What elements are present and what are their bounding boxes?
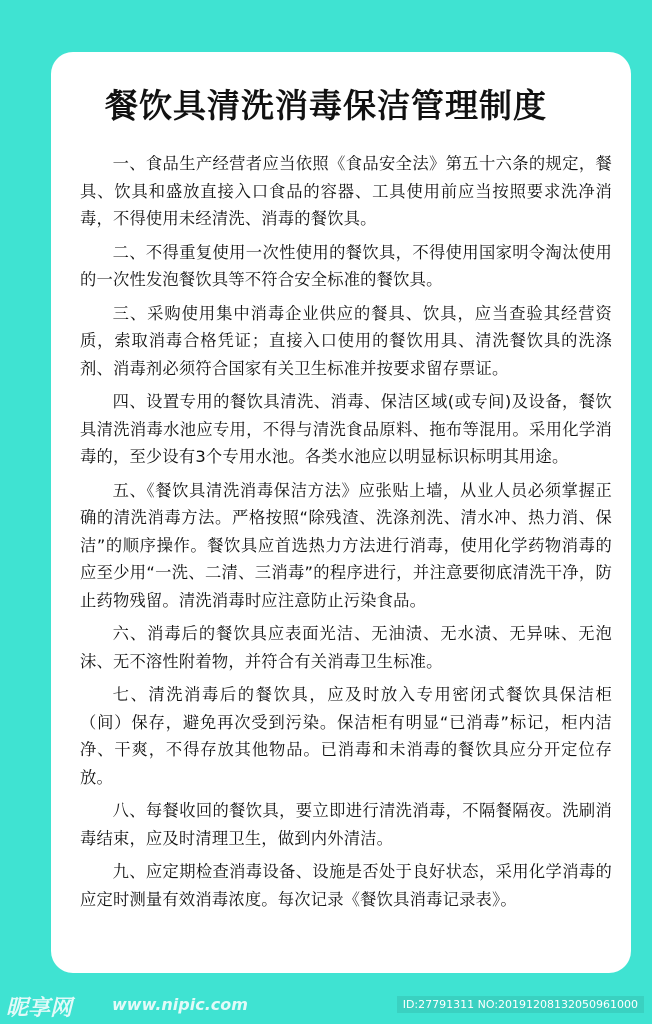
paragraph-2: 二、不得重复使用一次性使用的餐饮具，不得使用国家明令淘汰使用的一次性发泡餐饮具等不符合安全标准的餐饮具。 [80,242,612,289]
paragraph-9: 九、应定期检查消毒设备、设施是否处于良好状态，采用化学消毒的应定时测量有效消毒浓度。每次记录《餐饮具消毒记录表》。 [80,862,612,909]
watermark-id: ID:27791311 NO:20191208132050961000 [397,996,644,1013]
watermark-logo: 昵享网 [6,996,73,1021]
paragraph-4: 四、设置专用的餐饮具清洗、消毒、保洁区域(或专间)及设备，餐饮具清洗消毒水池应专用，不得与清洗食品原料、拖布等混用。采用化学消毒的，至少设有3个专用水池。各类水池应以明显标识标明其用途。 [80,392,612,466]
paragraph-1: 一、食品生产经营者应当依照《食品安全法》第五十六条的规定，餐具、饮具和盛放直接入口食品的容器、工具使用前应当按照要求洗净消毒，不得使用未经清洗、消毒的餐饮具。 [80,154,612,228]
paragraph-3: 三、采购使用集中消毒企业供应的餐具、饮具，应当查验其经营资质，索取消毒合格凭证；直接入口使用的餐饮用具、清洗餐饮具的洗涤剂、消毒剂必须符合国家有关卫生标准并按要求留存票证。 [80,303,612,378]
paragraph-7: 七、清洗消毒后的餐饮具，应及时放入专用密闭式餐饮具保洁柜（间）保存，避免再次受到污染。保洁柜有明显“已消毒”标记，柜内洁净、干爽，不得存放其他物品。已消毒和未消毒的餐饮具应分开定位存放。 [80,685,612,787]
document-title: 餐饮具清洗消毒保洁管理制度 [105,86,547,125]
watermark-url: www.nipic.com [112,995,248,1014]
paragraph-8: 八、每餐收回的餐饮具，要立即进行清洗消毒，不隔餐隔夜。洗刷消毒结束，应及时清理卫生，做到内外清洁。 [80,801,612,848]
document-body [80,150,612,919]
paragraph-6: 六、消毒后的餐饮具应表面光洁、无油渍、无水渍、无异味、无泡沫、无不溶性附着物，并符合有关消毒卫生标准。 [80,624,612,671]
paragraph-5: 五、《餐饮具清洗消毒保洁方法》应张贴上墙，从业人员必须掌握正确的清洗消毒方法。严格按照“除残渣、洗涤剂洗、清水冲、热力消、保洁”的顺序操作。餐饮具应首选热力方法进行消毒，使用化学药物消毒的应至少用“一洗、二清、三消毒”的程序进行，并注意要彻底清洗干净，防止药物残留。清洗消毒时应注意防止污染食品。 [80,480,612,610]
